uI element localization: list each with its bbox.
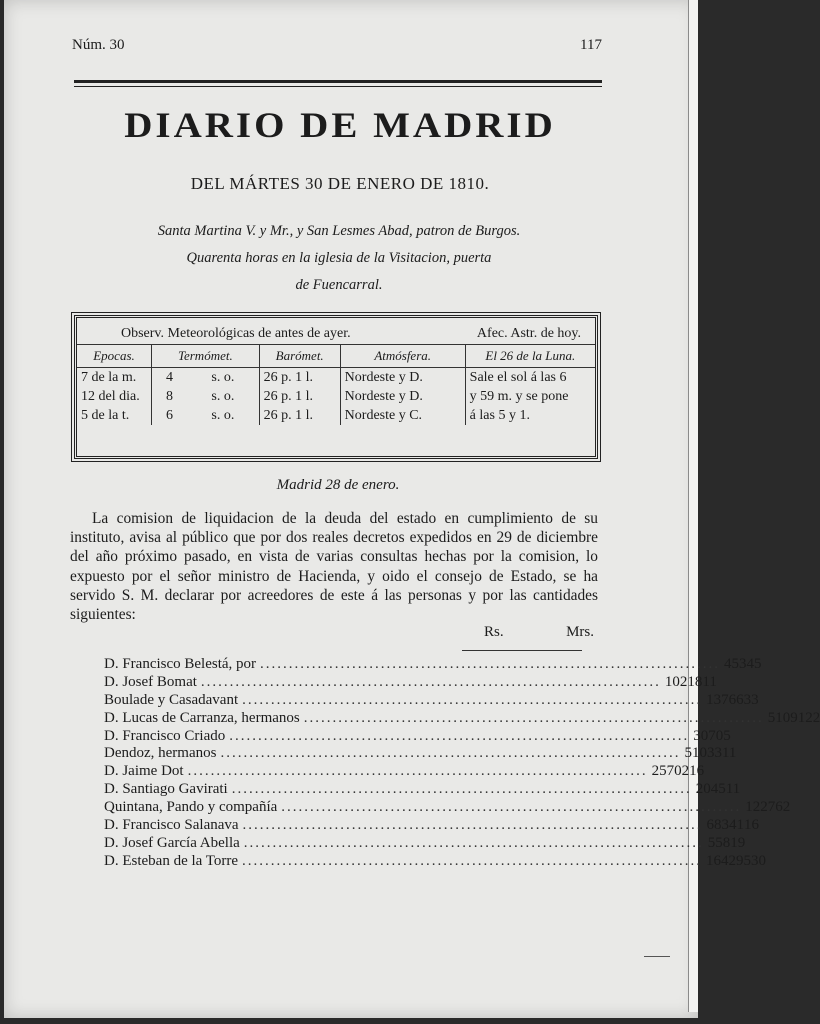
col-termometro: Termómet. [152, 345, 260, 368]
creditor-name: D. Esteban de la Torre [104, 852, 239, 869]
creditor-reales: 122762 [745, 799, 791, 816]
creditor-name: D. Jaime Dot [104, 763, 184, 780]
creditor-row [104, 852, 767, 871]
saints-of-day [74, 218, 604, 299]
leader-dots: ................................................................................ [229, 727, 690, 744]
article-body: La comision de liquidacion de la deuda del estado en cumplimiento de su instituto, avisa al público que por dos reales decretos expedidos en 29 de diciembre del año próximo pasado, en vista de varias consultas hechas por la comision, lo expuesto por el señor ministro de Hacienda, y oido el consejo de Estado, se ha servido S. M. declarar por acreedores de este á las personas y por las cantidades siguientes: [70, 510, 598, 624]
creditor-reales: 164295 [706, 852, 752, 869]
creditor-maravedis: 19 [730, 834, 746, 851]
weather-row [77, 387, 595, 406]
col-barometro: Barómet. [259, 345, 340, 368]
amount-column-heads [484, 624, 594, 641]
page-dash [644, 956, 670, 957]
weather-table-header [77, 318, 595, 345]
creditor-reales: 13766 [706, 691, 744, 708]
creditor-reales: 51033 [684, 745, 722, 762]
creditor-row [104, 709, 820, 728]
creditor-name: D. Francisco Salanava [104, 817, 239, 834]
creditor-reales: 558 [707, 834, 731, 851]
leader-dots: ................................................................................ [200, 673, 661, 690]
creditor-name: D. Santiago Gavirati [104, 781, 228, 798]
leader-dots: ................................................................................ [242, 852, 703, 869]
creditor-name: D. Josef García Abella [104, 834, 240, 851]
page-header [72, 37, 602, 54]
baro-cell: 26 p. 1 l. [259, 368, 340, 388]
issue-dateline: DEL MÁRTES 30 DE ENERO DE 1810. [190, 174, 490, 193]
creditor-row [104, 745, 737, 763]
creditor-row [104, 763, 705, 781]
leader-dots: ................................................................................ [242, 817, 703, 834]
weather-grid [77, 345, 595, 425]
column-rule [462, 650, 582, 651]
creditor-maravedis: 11 [721, 745, 737, 762]
header-rule [74, 80, 602, 87]
leader-dots: ................................................................................ [220, 745, 681, 762]
creditor-row [104, 781, 741, 799]
leader-dots: ................................................................................ [303, 709, 764, 726]
creditor-name: D. Lucas de Carranza, hermanos [104, 709, 300, 726]
col-atmosfera: Atmósfera. [340, 345, 465, 368]
creditor-name: D. Josef Bomat [104, 673, 197, 690]
temp-cell: 4 [166, 370, 174, 385]
temp-cell: 6 [166, 408, 174, 423]
creditor-row [104, 656, 762, 674]
baro-cell: 26 p. 1 l. [259, 387, 340, 406]
creditor-row [104, 834, 746, 853]
newspaper-page [4, 0, 820, 1018]
epoch-cell: 7 de la m. [77, 368, 152, 388]
creditor-row [104, 817, 760, 835]
creditor-row [104, 727, 731, 746]
creditor-maravedis: 22 [805, 709, 820, 726]
temp-cell: 8 [166, 389, 174, 404]
creditor-name: Dendoz, hermanos [104, 745, 217, 762]
creditors-list [104, 656, 820, 871]
article-dateline: Madrid 28 de enero. [276, 477, 400, 493]
baro-cell: 26 p. 1 l. [259, 406, 340, 425]
astro-cell: y 59 m. y se pone [469, 389, 569, 404]
astro-cell: á las 5 y 1. [469, 408, 530, 423]
creditor-maravedis: 11 [725, 781, 741, 798]
leader-dots: ................................................................................ [187, 763, 648, 780]
astro-cell: Sale el sol á las 6 [469, 370, 567, 385]
saints-line: Santa Martina V. y Mr., y San Lesmes Abad, patron de Burgos. [157, 223, 521, 239]
creditor-reales: 68341 [706, 817, 745, 834]
saints-line: de Fuencarral. [295, 277, 383, 293]
weather-row [77, 406, 595, 425]
issue-number: Núm. 30 [72, 37, 125, 53]
leader-dots: ................................................................................ [242, 691, 703, 708]
creditor-reales: 2045 [695, 781, 726, 798]
epoch-cell: 5 de la t. [77, 406, 152, 425]
leader-dots: ................................................................................ [260, 656, 721, 672]
creditor-reales: 10218 [664, 673, 703, 690]
temp-unit-cell: s. o. [187, 387, 259, 406]
creditor-reales: 45345 [724, 656, 762, 672]
temp-unit-cell: s. o. [187, 368, 259, 388]
creditor-reales: 30705 [693, 727, 731, 744]
masthead-title: DIARIO DE MADRID [124, 105, 556, 146]
epoch-cell: 12 del dia. [77, 387, 152, 406]
col-reales: Rs. [484, 624, 504, 640]
creditor-row [104, 799, 791, 817]
creditor-name: D. Francisco Criado [104, 727, 226, 744]
creditor-reales: 25702 [651, 763, 690, 780]
weather-title: Observ. Meteorológicas de antes de ayer. [121, 326, 351, 341]
creditor-row [104, 673, 717, 692]
col-epocas: Epocas. [77, 345, 152, 368]
atmos-cell: Nordeste y C. [340, 406, 465, 425]
creditor-maravedis: 30 [751, 852, 767, 869]
page-number: 117 [580, 37, 602, 53]
weather-table [74, 315, 598, 459]
creditor-maravedis: 16 [744, 817, 760, 834]
astro-title: Afec. Astr. de hoy. [476, 326, 581, 341]
creditor-name: D. Francisco Belestá, por [104, 656, 257, 672]
leader-dots: ................................................................................ [243, 834, 704, 851]
col-luna: El 26 de la Luna. [465, 345, 595, 368]
creditor-maravedis: 11 [702, 673, 717, 690]
weather-row [77, 368, 595, 388]
leader-dots: ................................................................................ [231, 781, 692, 798]
creditor-maravedis: 33 [743, 691, 759, 708]
leader-dots: ................................................................................ [281, 799, 742, 816]
creditor-reales: 51091 [767, 709, 806, 726]
creditor-name: Quintana, Pando y compañía [104, 799, 278, 816]
creditor-maravedis: 16 [689, 763, 705, 780]
saints-line: Quarenta horas en la iglesia de la Visitacion, puerta [186, 250, 492, 266]
atmos-cell: Nordeste y D. [340, 368, 465, 388]
col-maravedis: Mrs. [566, 624, 594, 640]
atmos-cell: Nordeste y D. [340, 387, 465, 406]
creditor-name: Boulade y Casadavant [104, 691, 239, 708]
creditor-row [104, 691, 759, 710]
temp-unit-cell: s. o. [187, 406, 259, 425]
